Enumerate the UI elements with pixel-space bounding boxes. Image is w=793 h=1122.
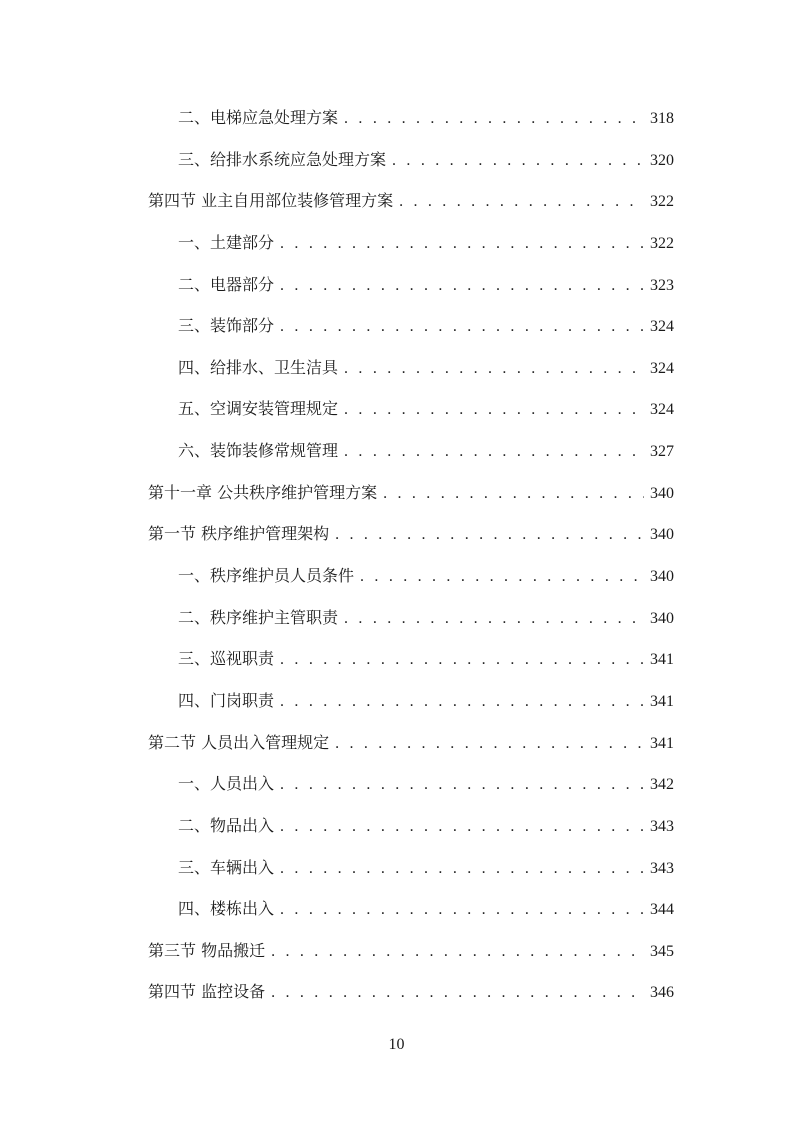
toc-dot-leader <box>280 848 644 890</box>
toc-dot-leader <box>280 639 644 681</box>
toc-entry-page-number: 323 <box>650 276 674 294</box>
toc-section-entry[interactable] <box>148 722 674 764</box>
toc-entry-page-number: 345 <box>650 942 674 960</box>
toc-subsection-entry[interactable] <box>148 264 674 306</box>
toc-entry-page-number: 324 <box>650 318 674 336</box>
toc-subsection-entry[interactable] <box>148 638 674 680</box>
table-of-contents <box>148 97 674 1013</box>
toc-entry-page-number: 341 <box>650 692 674 710</box>
toc-section-entry[interactable] <box>148 513 674 555</box>
toc-subsection-entry[interactable] <box>148 888 674 930</box>
toc-entry-label: 四、给排水、卫生洁具 <box>178 357 339 377</box>
toc-subsection-entry[interactable] <box>148 139 674 181</box>
toc-entry-label: 第一节 秩序维护管理架构 <box>148 524 330 544</box>
toc-dot-leader <box>335 514 644 556</box>
toc-dot-leader <box>344 598 644 640</box>
toc-entry-label: 第二节 人员出入管理规定 <box>148 732 330 752</box>
toc-section-entry[interactable] <box>148 472 674 514</box>
toc-entry-page-number: 341 <box>650 734 674 752</box>
toc-section-entry[interactable] <box>148 930 674 972</box>
toc-entry-page-number: 342 <box>650 776 674 794</box>
toc-dot-leader <box>280 764 644 806</box>
toc-entry-page-number: 322 <box>650 193 674 211</box>
toc-subsection-entry[interactable] <box>148 388 674 430</box>
toc-subsection-entry[interactable] <box>148 430 674 472</box>
toc-entry-label: 第四节 监控设备 <box>148 982 266 1002</box>
toc-entry-page-number: 340 <box>650 609 674 627</box>
toc-dot-leader <box>344 389 644 431</box>
toc-section-entry[interactable] <box>148 180 674 222</box>
toc-dot-leader <box>383 473 644 515</box>
toc-entry-label: 第十一章 公共秩序维护管理方案 <box>148 482 378 502</box>
toc-entry-page-number: 340 <box>650 484 674 502</box>
toc-entry-label: 四、门岗职责 <box>178 690 275 710</box>
toc-entry-page-number: 340 <box>650 568 674 586</box>
toc-subsection-entry[interactable] <box>148 805 674 847</box>
toc-subsection-entry[interactable] <box>148 305 674 347</box>
toc-entry-label: 三、给排水系统应急处理方案 <box>178 149 387 169</box>
toc-dot-leader <box>271 972 644 1014</box>
toc-entry-label: 一、秩序维护员人员条件 <box>178 566 355 586</box>
toc-entry-label: 五、空调安装管理规定 <box>178 399 339 419</box>
toc-entry-page-number: 324 <box>650 359 674 377</box>
toc-subsection-entry[interactable] <box>148 847 674 889</box>
toc-entry-page-number: 324 <box>650 401 674 419</box>
toc-entry-label: 第四节 业主自用部位装修管理方案 <box>148 191 394 211</box>
toc-entry-label: 二、电器部分 <box>178 274 275 294</box>
toc-dot-leader <box>399 181 644 223</box>
toc-entry-page-number: 343 <box>650 817 674 835</box>
toc-entry-label: 一、土建部分 <box>178 232 275 252</box>
toc-subsection-entry[interactable] <box>148 555 674 597</box>
toc-entry-label: 三、车辆出入 <box>178 857 275 877</box>
toc-dot-leader <box>280 265 644 307</box>
toc-entry-page-number: 341 <box>650 651 674 669</box>
toc-entry-label: 二、秩序维护主管职责 <box>178 607 339 627</box>
toc-entry-page-number: 340 <box>650 526 674 544</box>
toc-subsection-entry[interactable] <box>148 597 674 639</box>
toc-entry-page-number: 344 <box>650 901 674 919</box>
toc-entry-label: 四、楼栋出入 <box>178 899 275 919</box>
toc-dot-leader <box>392 140 644 182</box>
toc-entry-page-number: 322 <box>650 234 674 252</box>
toc-dot-leader <box>280 806 644 848</box>
toc-entry-page-number: 318 <box>650 110 674 127</box>
toc-subsection-entry[interactable] <box>148 347 674 389</box>
toc-dot-leader <box>271 931 644 973</box>
toc-entry-label: 二、物品出入 <box>178 815 275 835</box>
toc-subsection-entry[interactable] <box>148 763 674 805</box>
toc-dot-leader <box>335 723 644 765</box>
toc-dot-leader <box>280 889 644 931</box>
toc-entry-page-number: 343 <box>650 859 674 877</box>
toc-dot-leader <box>360 556 644 598</box>
toc-entry-page-number: 346 <box>650 984 674 1002</box>
toc-dot-leader <box>280 306 644 348</box>
toc-entry-label: 第三节 物品搬迁 <box>148 940 266 960</box>
toc-entry-page-number: 320 <box>650 151 674 169</box>
toc-entry-label: 二、电梯应急处理方案 <box>178 108 339 127</box>
toc-dot-leader <box>280 223 644 265</box>
toc-entry-label: 三、巡视职责 <box>178 649 275 669</box>
toc-dot-leader <box>344 98 644 140</box>
toc-dot-leader <box>344 431 644 473</box>
toc-subsection-entry[interactable] <box>148 222 674 264</box>
page-number: 10 <box>388 1036 405 1053</box>
toc-subsection-entry[interactable] <box>148 680 674 722</box>
toc-entry-page-number: 327 <box>650 443 674 461</box>
toc-section-entry[interactable] <box>148 971 674 1013</box>
toc-entry-label: 六、装饰装修常规管理 <box>178 441 339 461</box>
toc-dot-leader <box>280 681 644 723</box>
toc-subsection-entry[interactable] <box>148 97 674 139</box>
toc-entry-label: 三、装饰部分 <box>178 316 275 336</box>
toc-entry-label: 一、人员出入 <box>178 774 275 794</box>
toc-dot-leader <box>344 348 644 390</box>
